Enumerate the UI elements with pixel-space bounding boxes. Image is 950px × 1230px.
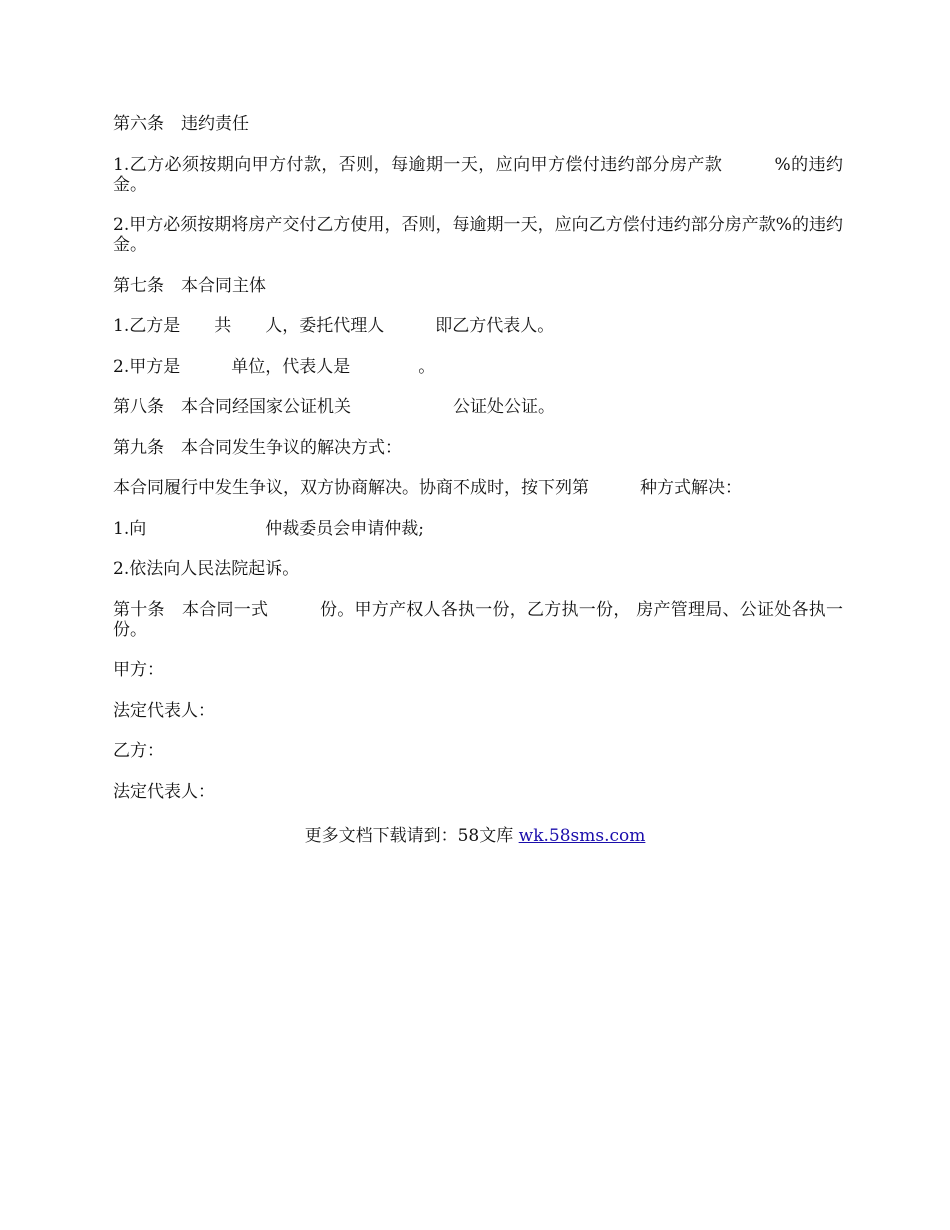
download-footer xyxy=(0,826,950,846)
article-6-clause-1: 1.乙方必须按期向甲方付款，否则，每逾期一天，应向甲方偿付违约部分房产款 %的违约金。 xyxy=(113,154,843,195)
article-9-option-1: 1.向 仲裁委员会申请仲裁; xyxy=(113,518,424,539)
article-7-heading: 第七条 本合同主体 xyxy=(113,275,266,296)
article-9-intro: 本合同履行中发生争议，双方协商解决。协商不成时，按下列第 种方式解决： xyxy=(113,478,742,498)
footer-link[interactable]: wk.58sms.com xyxy=(518,826,646,846)
party-a-representative-label: 法定代表人： xyxy=(113,700,215,721)
article-9-option-2: 2.依法向人民法院起诉。 xyxy=(113,559,300,579)
footer-text: 更多文档下载请到：58文库 xyxy=(304,826,519,846)
party-a-label: 甲方： xyxy=(113,660,164,680)
article-7-clause-2: 2.甲方是 单位，代表人是 。 xyxy=(113,356,436,377)
article-10-heading: 第十条 本合同一式 份。甲方产权人各执一份，乙方执一份， 房产管理局、公证处各执一份。 xyxy=(113,599,843,640)
article-7-clause-1: 1.乙方是 共 人，委托代理人 即乙方代表人。 xyxy=(113,316,555,336)
party-b-label: 乙方： xyxy=(113,741,164,761)
document-body xyxy=(113,114,843,822)
article-6-heading: 第六条 违约责任 xyxy=(113,114,249,134)
party-b-representative-label: 法定代表人： xyxy=(113,781,215,802)
article-6-clause-2: 2.甲方必须按期将房产交付乙方使用，否则，每逾期一天，应向乙方偿付违约部分房产款%的违约金。 xyxy=(113,215,843,255)
article-9-heading: 第九条 本合同发生争议的解决方式： xyxy=(113,437,402,458)
article-8-heading: 第八条 本合同经国家公证机关 公证处公证。 xyxy=(113,397,555,417)
